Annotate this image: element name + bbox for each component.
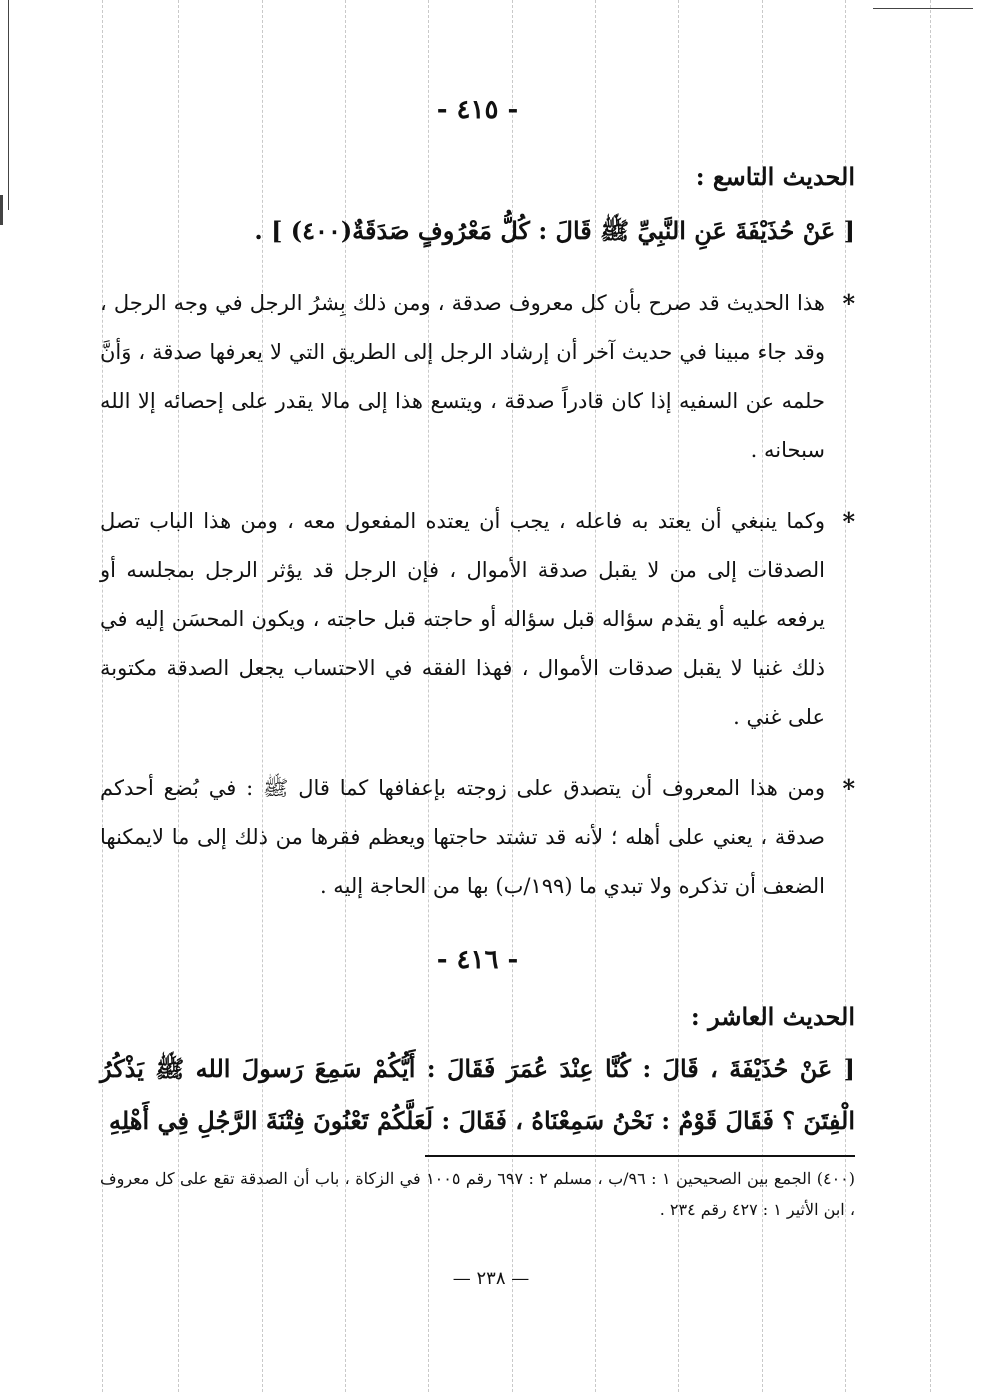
hadith-number: - ٤١٦ - bbox=[436, 945, 519, 975]
hadith-heading: الحديث العاشر : bbox=[690, 1002, 855, 1031]
commentary-paragraph bbox=[100, 764, 855, 911]
scan-edge-line-left bbox=[8, 0, 9, 210]
footnote: (٤٠٠) الجمع بين الصحيحين ١ : ٩٦/ب ، مسلم ٢ : ٦٩٧ رقم ١٠٠٥ في الزكاة ، باب أن الصدقة تقع على كل معروف ، ابن الأثير ١ : ٤٢٧ رقم ٢٣٤ . bbox=[100, 1169, 856, 1219]
footnote-divider bbox=[425, 1155, 855, 1157]
scan-guide-line bbox=[930, 0, 931, 1392]
document-page bbox=[100, 95, 855, 1225]
page-number: — ٢٣٨ — bbox=[452, 1268, 530, 1289]
paragraph-text: ومن هذا المعروف أن يتصدق على زوجته بإعفافها كما قال ﷺ : في بُضع أحدكم صدقة ، يعني على أهله ؛ لأنه قد تشتد حاجتها ويعظم فقرها من ذلك إلى ما لايمكنها الضعف أن تذكره ولا تبدي ما (١٩٩/ب) بها من الحاجة إليه . bbox=[100, 776, 825, 898]
scan-edge-line-right bbox=[873, 8, 973, 9]
commentary-paragraph bbox=[100, 497, 855, 742]
bullet-star: * bbox=[842, 774, 855, 803]
paragraph-text: هذا الحديث قد صرح بأن كل معروف صدقة ، ومن ذلك بِشرُ الرجل في وجه الرجل ، وقد جاء مبينا في حديث آخر أن إرشاد الرجل إلى الطريق التي لا يعرفها صدقة ، وَأنَّ حلمه عن السفيه إذا كان قادراً صدقة ، ويتسع هذا إلى مالا يقدر على إحصائه إلا الله سبحانه . bbox=[100, 291, 825, 462]
bullet-star: * bbox=[842, 507, 855, 536]
hadith-number: - ٤١٥ - bbox=[436, 95, 519, 125]
hadith-heading: الحديث التاسع : bbox=[695, 162, 855, 191]
hadith-quote: [ عَنْ حُذَيْفَةَ ، قَالَ : كُنَّا عِنْدَ عُمَرَ فَقَالَ : أَيُّكُمْ سَمِعَ رَسولَ الله ﷺ يَذْكُرُ الْفِتَنَ ؟ فَقَالَ قَوْمٌ : نَحْنُ سَمِعْنَاهُ ، فَقَالَ : لَعَلَّكُمْ تَعْنُونَ فِتْنَةَ الرَّجُلِ فِي أَهْلِهِ bbox=[100, 1054, 855, 1135]
scan-edge-line-top bbox=[0, 195, 3, 225]
paragraph-text: وكما ينبغي أن يعتد به فاعله ، يجب أن يعتده المفعول معه ، ومن هذا الباب تصل الصدقات إلى من لا يقبل صدقة الأموال ، فإن الرجل قد يؤثر الرجل بمجلسه أو يرفعه عليه أو يقدم سؤاله قبل سؤاله أو حاجته قبل حاجته ، ويكون المحسَن إليه في ذلك غنيا لا يقبل صدقات الأموال ، فهذا الفقه في الاحتساب يجعل الصدقة مكتوبة على غني . bbox=[100, 509, 825, 729]
commentary-paragraph bbox=[100, 279, 855, 475]
hadith-quote: [ عَنْ حُذَيْفَةَ عَنِ النَّبِيِّ ﷺ قَالَ : كُلُّ مَعْرُوفٍ صَدَقَةٌ(٤٠٠) ] . bbox=[254, 216, 855, 245]
bullet-star: * bbox=[842, 289, 855, 318]
